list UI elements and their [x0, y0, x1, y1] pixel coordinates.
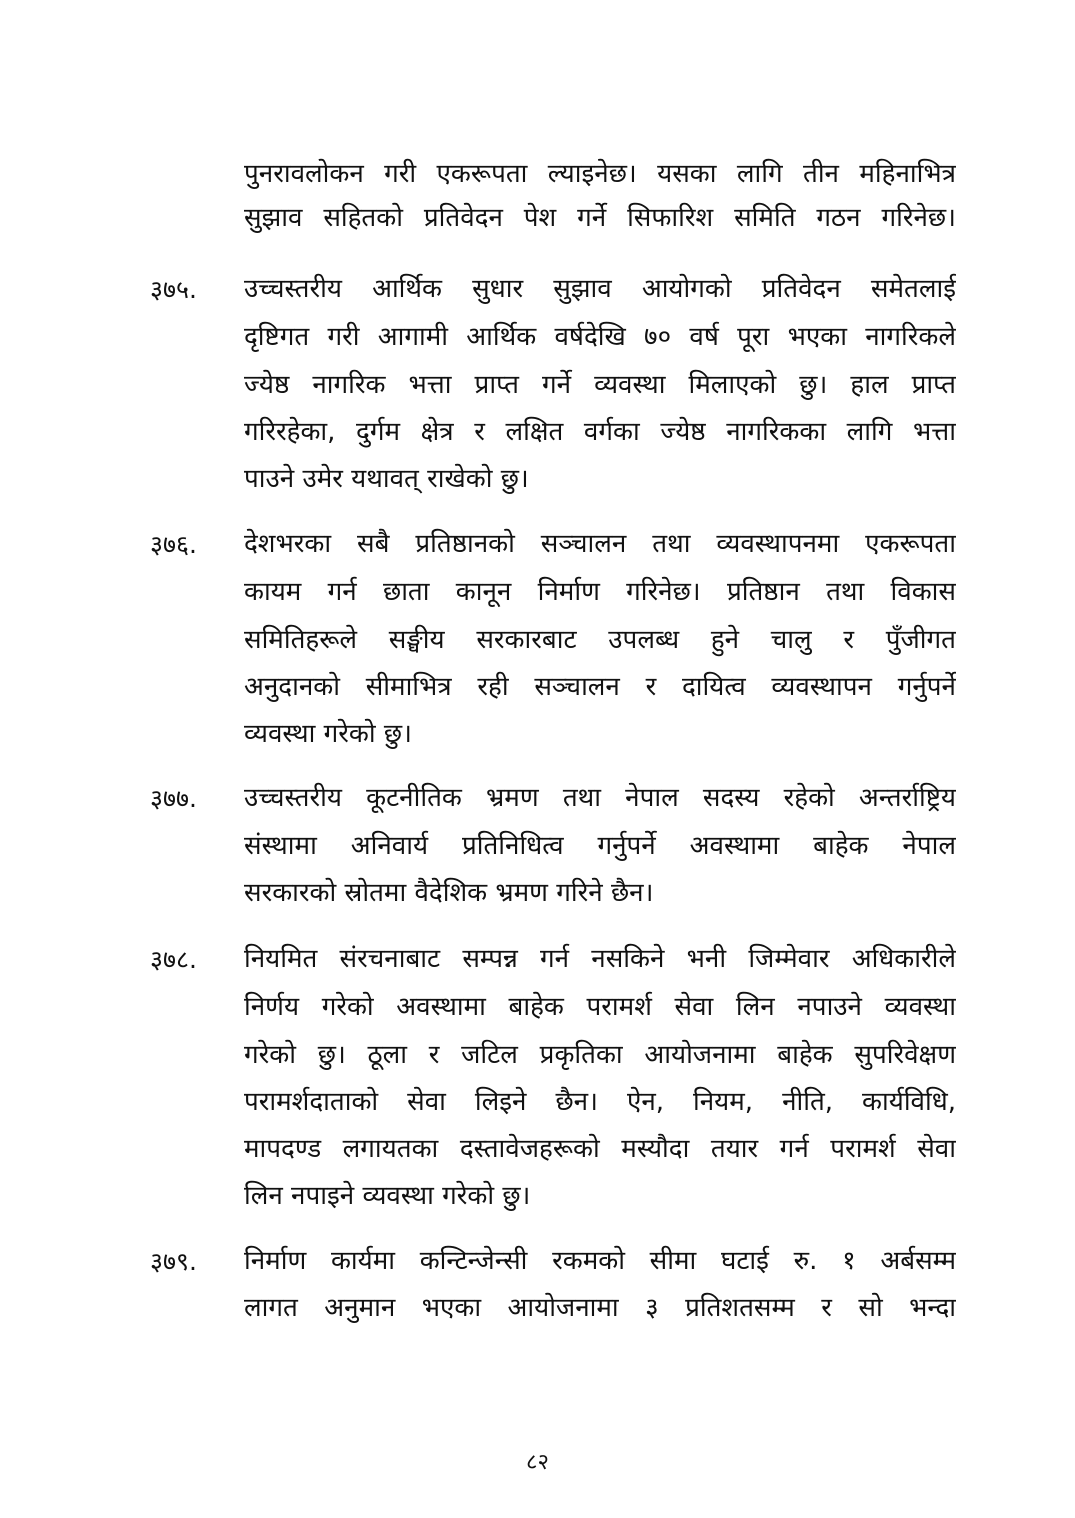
paragraph-line: मापदण्ड लगायतका दस्तावेजहरूको मस्यौदा तयार गर्न परामर्श सेवा — [244, 1134, 956, 1164]
paragraph-line: सुझाव सहितको प्रतिवेदन पेश गर्ने सिफारिश समिति गठन गरिनेछ। — [244, 203, 956, 233]
paragraph-line: पुनरावलोकन गरी एकरूपता ल्याइनेछ। यसका लागि तीन महिनाभित्र — [244, 159, 956, 189]
paragraph-line: गरेको छु। ठूला र जटिल प्रकृतिका आयोजनामा बाहेक सुपरिवेक्षण — [244, 1040, 956, 1070]
paragraph-number: ३७७. — [150, 784, 197, 813]
page-number: ८२ — [526, 1450, 549, 1475]
paragraph-line: परामर्शदाताको सेवा लिइने छैन। ऐन, नियम, नीति, कार्यविधि, — [244, 1087, 956, 1117]
paragraph-line: संस्थामा अनिवार्य प्रतिनिधित्व गर्नुपर्ने अवस्थामा बाहेक नेपाल — [244, 831, 956, 861]
paragraph-line: कायम गर्न छाता कानून निर्माण गरिनेछ। प्रतिष्ठान तथा विकास — [244, 577, 956, 607]
paragraph-line: अनुदानको सीमाभित्र रही सञ्चालन र दायित्व व्यवस्थापन गर्नुपर्ने — [244, 672, 956, 702]
paragraph-line: उच्चस्तरीय कूटनीतिक भ्रमण तथा नेपाल सदस्य रहेको अन्तर्राष्ट्रिय — [244, 783, 956, 813]
paragraph-line: लागत अनुमान भएका आयोजनामा ३ प्रतिशतसम्म र सो भन्दा — [244, 1293, 956, 1323]
paragraph-line: निर्माण कार्यमा कन्टिन्जेन्सी रकमको सीमा घटाई रु. १ अर्बसम्म — [244, 1246, 956, 1276]
paragraph-line: निर्णय गरेको अवस्थामा बाहेक परामर्श सेवा लिन नपाउने व्यवस्था — [244, 992, 956, 1022]
paragraph-line: दृष्टिगत गरी आगामी आर्थिक वर्षदेखि ७० वर्ष पूरा भएका नागरिकले — [244, 322, 956, 352]
paragraph-line: पाउने उमेर यथावत् राखेको छु। — [244, 464, 529, 494]
paragraph-line: सरकारको स्रोतमा वैदेशिक भ्रमण गरिने छैन। — [244, 878, 654, 908]
paragraph-number: ३७६. — [150, 530, 197, 559]
paragraph-number: ३७९. — [150, 1247, 197, 1276]
paragraph-line: लिन नपाइने व्यवस्था गरेको छु। — [244, 1181, 531, 1211]
paragraph-line: ज्येष्ठ नागरिक भत्ता प्राप्त गर्ने व्यवस्था मिलाएको छु। हाल प्राप्त — [244, 370, 956, 400]
paragraph-line: गरिरहेका, दुर्गम क्षेत्र र लक्षित वर्गका ज्येष्ठ नागरिकका लागि भत्ता — [244, 417, 956, 447]
paragraph-number: ३७८. — [150, 945, 197, 974]
paragraph-line: उच्चस्तरीय आर्थिक सुधार सुझाव आयोगको प्रतिवेदन समेतलाई — [244, 274, 956, 304]
paragraph-line: समितिहरूले सङ्घीय सरकारबाट उपलब्ध हुने चालु र पुँजीगत — [244, 625, 956, 655]
paragraph-line: देशभरका सबै प्रतिष्ठानको सञ्चालन तथा व्यवस्थापनमा एकरूपता — [244, 529, 956, 559]
paragraph-number: ३७५. — [150, 275, 197, 304]
paragraph-line: नियमित संरचनाबाट सम्पन्न गर्न नसकिने भनी जिम्मेवार अधिकारीले — [244, 944, 956, 974]
paragraph-line: व्यवस्था गरेको छु। — [244, 719, 412, 749]
